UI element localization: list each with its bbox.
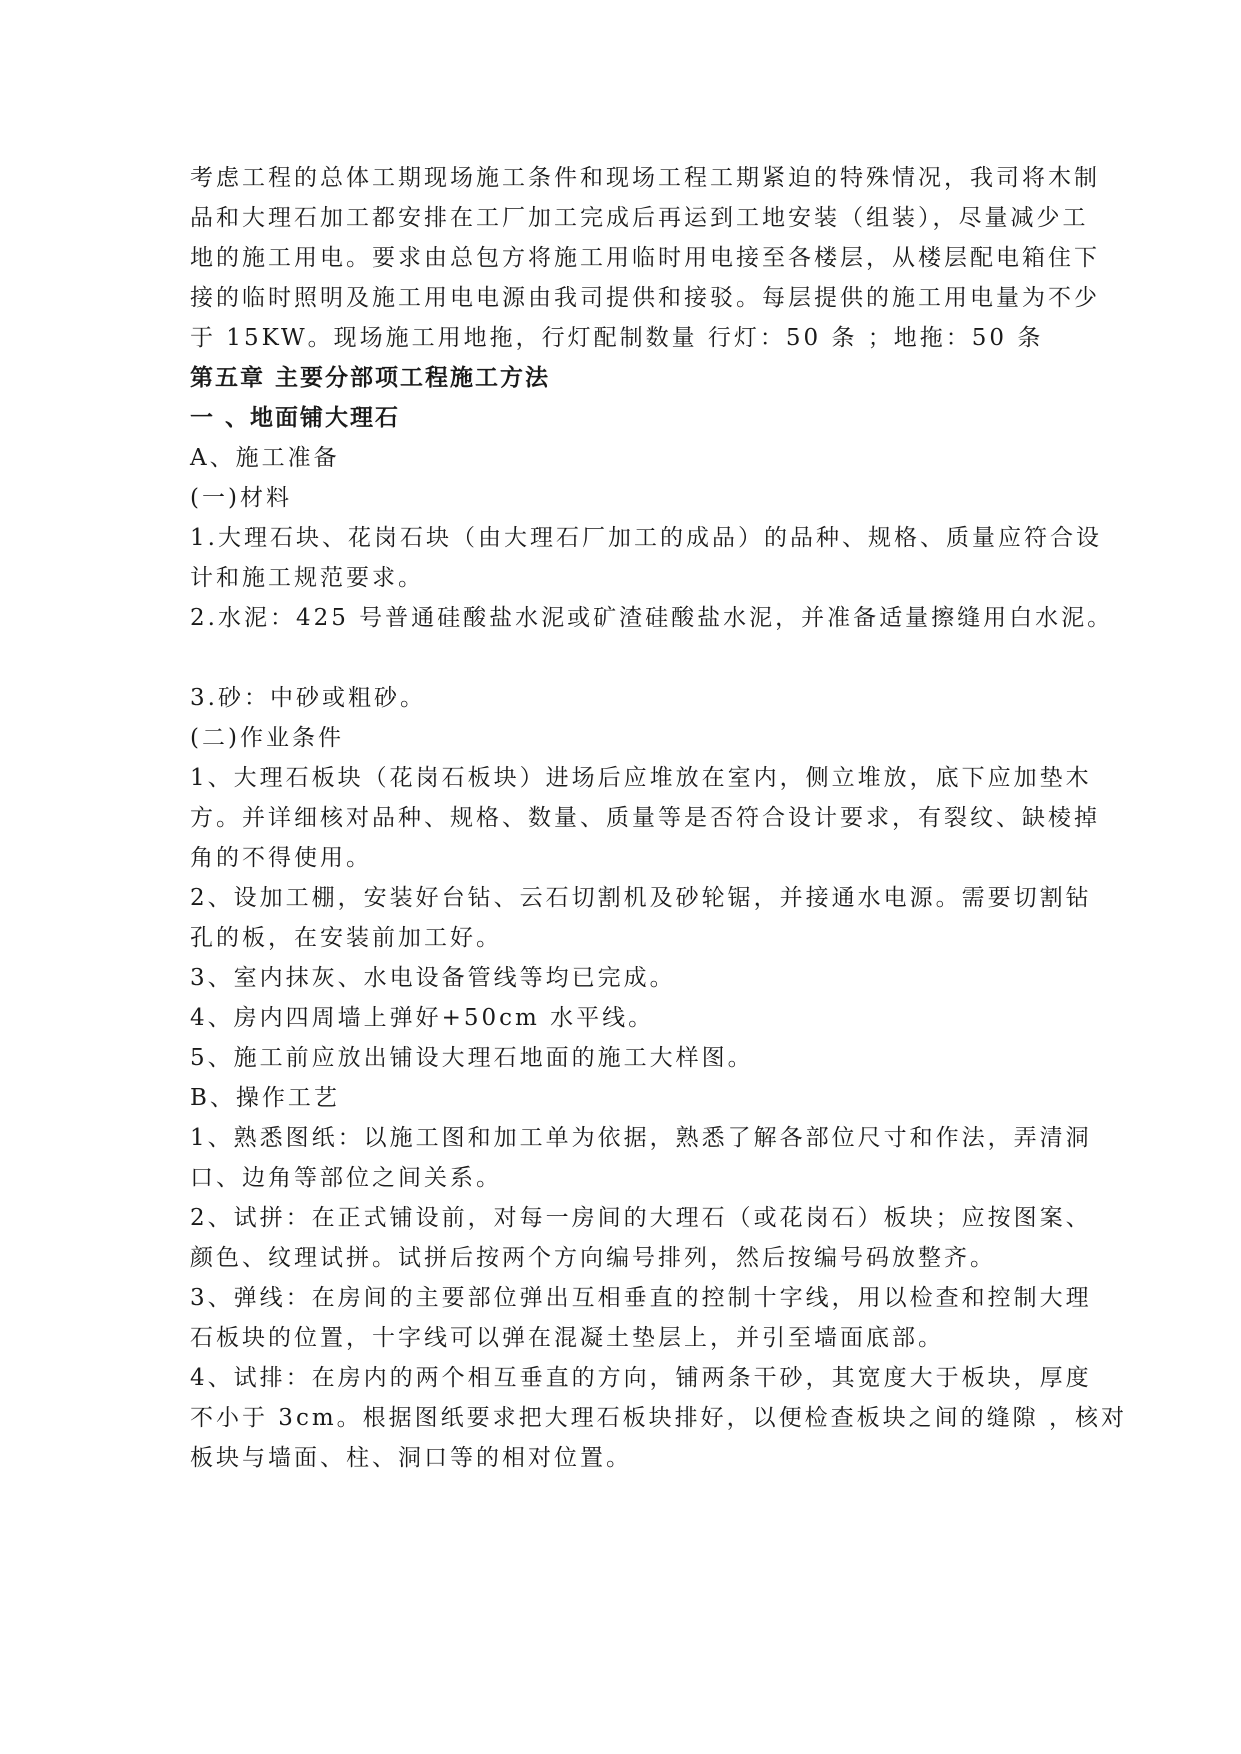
text-line: 于 15KW。现场施工用地拖，行灯配制数量 行灯：50 条 ；地拖：50 条	[190, 325, 1044, 351]
text-line: 2、试拼：在正式铺设前，对每一房间的大理石（或花岗石）板块；应按图案、	[190, 1205, 1092, 1231]
text-line: 计和施工规范要求。	[190, 565, 424, 591]
subheading: B、操作工艺	[190, 1085, 340, 1111]
chapter-title: 第五章 主要分部项工程施工方法	[190, 365, 551, 391]
text-line: 2.水泥：425 号普通硅酸盐水泥或矿渣硅酸盐水泥，并准备适量擦缝用白水泥。	[190, 605, 1114, 631]
text-line: 3、室内抹灰、水电设备管线等均已完成。	[190, 965, 676, 991]
text-line: 3.砂：中砂或粗砂。	[190, 685, 426, 711]
text-line: 接的临时照明及施工用电电源由我司提供和接驳。每层提供的施工用电量为不少	[190, 285, 1100, 311]
text-line: 方。并详细核对品种、规格、数量、质量等是否符合设计要求，有裂纹、缺棱掉	[190, 805, 1100, 831]
subheading: A、施工准备	[190, 445, 340, 471]
text-line: 不小于 3cm。根据图纸要求把大理石板块排好，以便检查板块之间的缝隙 ，核对	[190, 1405, 1127, 1431]
text-line: 考虑工程的总体工期现场施工条件和现场工程工期紧迫的特殊情况，我司将木制	[190, 165, 1100, 191]
text-line: 1、大理石板块（花岗石板块）进场后应堆放在室内，侧立堆放，底下应加垫木	[190, 765, 1092, 791]
text-line: 4、房内四周墙上弹好+50cm 水平线。	[190, 1005, 655, 1031]
text-line: 地的施工用电。要求由总包方将施工用临时用电接至各楼层，从楼层配电箱住下	[190, 245, 1100, 271]
text-line: 5、施工前应放出铺设大理石地面的施工大样图。	[190, 1045, 754, 1071]
text-line: 4、试排：在房内的两个相互垂直的方向，铺两条干砂，其宽度大于板块，厚度	[190, 1365, 1092, 1391]
text-line: 品和大理石加工都安排在工厂加工完成后再运到工地安装（组装），尽量减少工	[190, 205, 1089, 231]
text-line: 角的不得使用。	[190, 845, 372, 871]
text-line: 3、弹线：在房间的主要部位弹出互相垂直的控制十字线，用以检查和控制大理	[190, 1285, 1092, 1311]
subheading: (一)材料	[190, 485, 292, 511]
subheading: (二)作业条件	[190, 725, 344, 751]
text-line: 口、边角等部位之间关系。	[190, 1165, 502, 1191]
text-line: 孔的板，在安装前加工好。	[190, 925, 502, 951]
text-line: 2、设加工棚，安装好台钻、云石切割机及砂轮锯，并接通水电源。需要切割钻	[190, 885, 1092, 911]
text-line: 1.大理石块、花岗石块（由大理石厂加工的成品）的品种、规格、质量应符合设	[190, 525, 1102, 551]
text-line: 板块与墙面、柱、洞口等的相对位置。	[190, 1445, 632, 1471]
blank-line	[190, 638, 1058, 678]
text-line: 颜色、纹理试拼。试拼后按两个方向编号排列，然后按编号码放整齐。	[190, 1245, 996, 1271]
document-page	[190, 158, 1127, 1478]
text-line: 石板块的位置，十字线可以弹在混凝土垫层上，并引至墙面底部。	[190, 1325, 944, 1351]
section-title: 一 、地面铺大理石	[190, 405, 401, 431]
text-line: 1、熟悉图纸：以施工图和加工单为依据，熟悉了解各部位尺寸和作法，弄清洞	[190, 1125, 1092, 1151]
